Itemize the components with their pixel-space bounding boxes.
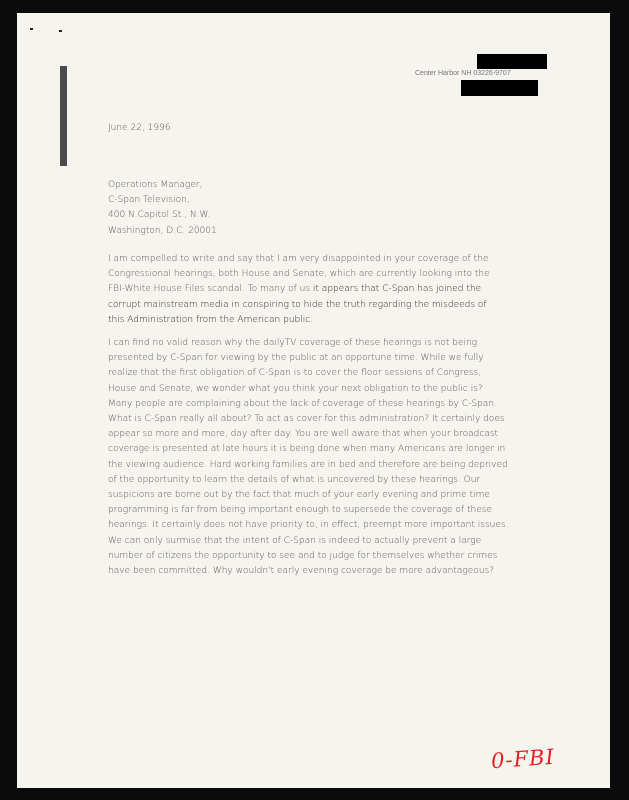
body-line: We can only surmise that the intent of C-Span is indeed to actually prevent a large bbox=[108, 535, 482, 546]
body-line: hearings. It certainly does not have priority to, in effect, preempt more important issues. bbox=[108, 520, 509, 531]
scan-speck bbox=[30, 28, 33, 30]
redaction-block bbox=[477, 54, 547, 69]
body-line: I can find no valid reason why the dailyTV coverage of these hearings is not being bbox=[108, 338, 478, 348]
body-line: I am compelled to write and say that I am very disappointed in your coverage of the bbox=[108, 254, 489, 264]
body-line: of the opportunity to learn the details of what is uncovered by these hearings. Our bbox=[108, 474, 481, 485]
document-page bbox=[17, 13, 610, 788]
sender-address: Center Harbor NH 03226-9707 bbox=[415, 70, 511, 77]
body-line: number of citizens the opportunity to see and to judge for themselves whether crimes bbox=[108, 550, 498, 561]
body-line: What is C-Span really all about? To act as cover for this administration? It certainly does bbox=[108, 414, 505, 425]
body-line: realize that the first obligation of C-Span is to cover the floor sessions of Congress, bbox=[108, 368, 481, 379]
redaction-block bbox=[461, 80, 538, 96]
emphasis-text: it appears that C-Span has joined the bbox=[312, 284, 482, 295]
recipient-line: C-Span Television, bbox=[108, 195, 190, 206]
body-line: the viewing audience. Hard working families are in bed and therefore are being deprived bbox=[108, 459, 508, 470]
body-paragraph-2 bbox=[108, 336, 558, 579]
body-line: House and Senate, we wonder what you think your next obligation to the public is? bbox=[108, 383, 483, 394]
body-line: have been committed. Why wouldn't early evening coverage be more advantageous? bbox=[108, 566, 495, 577]
recipient-line: Operations Manager, bbox=[108, 180, 203, 190]
body-line: Congressional hearings, both House and Senate, which are currently looking into the bbox=[108, 269, 490, 280]
recipient-line: 400 N.Capitol St., N.W. bbox=[108, 210, 211, 221]
emphasis-line: this Administration from the American public. bbox=[108, 314, 314, 325]
handwritten-file-mark: 0-FBI bbox=[490, 744, 556, 774]
recipient-block bbox=[108, 178, 217, 239]
margin-scan-mark bbox=[60, 66, 67, 166]
body-line: programming is far from being important enough to supersede the coverage of these bbox=[108, 505, 492, 516]
body-line-start: FBI-White House Files scandal. To many of us bbox=[108, 284, 313, 295]
recipient-line: Washington, D.C. 20001 bbox=[108, 225, 217, 236]
scan-speck bbox=[59, 30, 62, 32]
emphasis-line: corrupt mainstream media in conspiring to hide the truth regarding the misdeeds of bbox=[108, 299, 487, 310]
body-line: Many people are complaining about the lack of coverage of these hearings by C-Span. bbox=[108, 398, 497, 409]
body-line: appear so more and more, day after day. You are well aware that when your broadcast bbox=[108, 429, 499, 440]
letter-date: June 22, 1996 bbox=[108, 123, 171, 133]
body-line: coverage is presented at late hours it is being done when many Americans are longer in bbox=[108, 444, 506, 455]
body-line: suspicions are borne out by the fact that much of your early evening and prime time bbox=[108, 490, 490, 501]
body-line: presented by C-Span for viewing by the public at an opportune time. While we fully bbox=[108, 353, 484, 364]
body-paragraph-1 bbox=[108, 252, 558, 328]
body-line bbox=[108, 282, 558, 297]
